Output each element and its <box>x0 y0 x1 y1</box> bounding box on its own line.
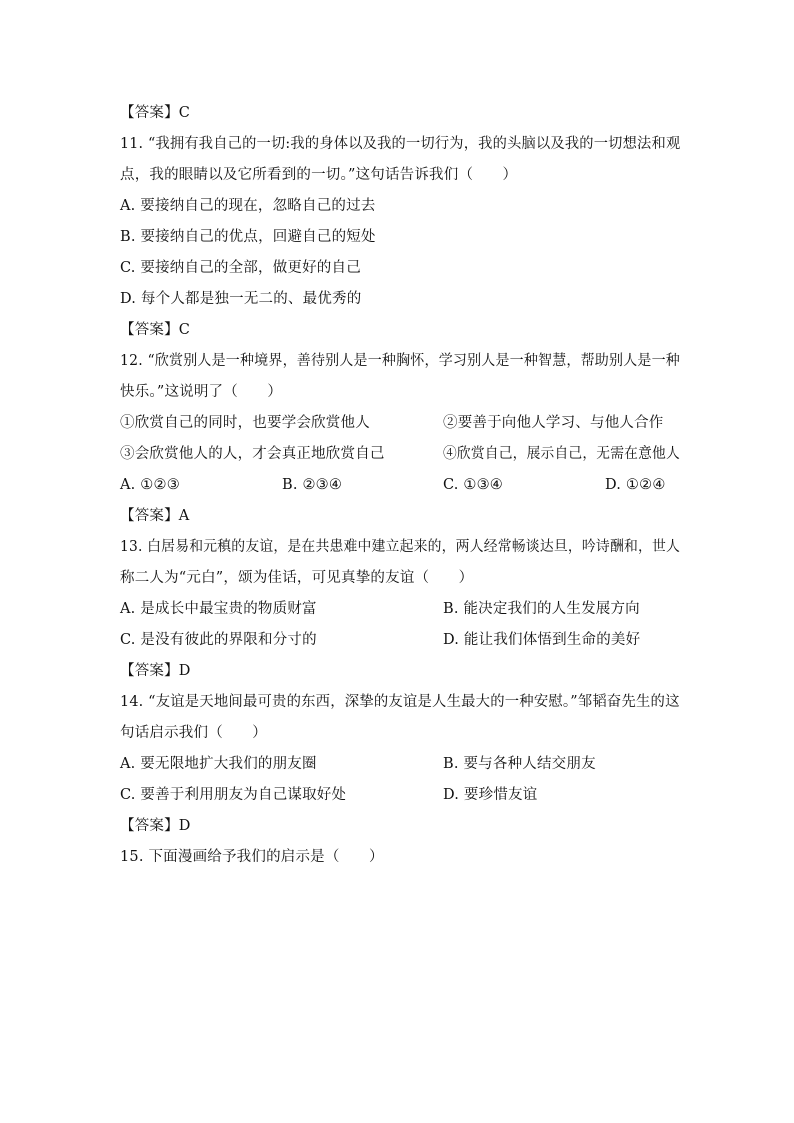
answer-13: 【答案】D <box>120 663 191 679</box>
question-14-option-c: C. 要善于利用朋友为自己谋取好处 <box>120 787 347 803</box>
document-page <box>120 0 680 1123</box>
question-14-stem-line2: 句话启示我们（ ） <box>120 725 267 741</box>
question-13-option-d: D. 能让我们体悟到生命的美好 <box>443 632 641 648</box>
answer-11: 【答案】C <box>120 322 191 338</box>
question-11-option-c: C. 要接纳自己的全部，做更好的自己 <box>120 260 361 276</box>
question-14-option-b: B. 要与各种人结交朋友 <box>443 756 596 772</box>
question-13-option-a: A. 是成长中最宝贵的物质财富 <box>120 601 317 617</box>
answer-14: 【答案】D <box>120 818 191 834</box>
question-11-stem-line1: 11. “我拥有我自己的一切:我的身体以及我的一切行为，我的头脑以及我的一切想法和观 <box>120 136 681 152</box>
question-13-option-c: C. 是没有彼此的界限和分寸的 <box>120 632 317 648</box>
question-11-stem-line2: 点，我的眼睛以及它所看到的一切。”这句话告诉我们（ ） <box>120 167 518 183</box>
question-12-option-d: D. ①②④ <box>605 477 666 493</box>
question-12-stem-line2: 快乐。”这说明了（ ） <box>120 384 283 400</box>
question-12-option-c: C. ①③④ <box>443 477 503 493</box>
answer-10: 【答案】C <box>120 105 191 121</box>
question-13-option-b: B. 能决定我们的人生发展方向 <box>443 601 640 617</box>
question-13-stem-line1: 13. 白居易和元稹的友谊，是在共患难中建立起来的，两人经常畅谈达旦，吟诗酬和，世人 <box>120 539 681 555</box>
question-11-option-b: B. 要接纳自己的优点，回避自己的短处 <box>120 229 376 245</box>
question-12-item-2: ②要善于向他人学习、与他人合作 <box>443 415 664 431</box>
question-14-option-d: D. 要珍惜友谊 <box>443 787 538 803</box>
question-14-stem-line1: 14. “友谊是天地间最可贵的东西，深挚的友谊是人生最大的一种安慰。”邹韬奋先生的这 <box>120 694 680 710</box>
question-11-option-d: D. 每个人都是独一无二的、最优秀的 <box>120 291 362 307</box>
question-12-item-4: ④欣赏自己，展示自己，无需在意他人 <box>443 446 680 462</box>
question-12-option-b: B. ②③④ <box>282 477 343 493</box>
question-13-stem-line2: 称二人为“元白”，颂为佳话，可见真挚的友谊（ ） <box>120 570 474 586</box>
question-12-option-a: A. ①②③ <box>120 477 180 493</box>
question-14-option-a: A. 要无限地扩大我们的朋友圈 <box>120 756 317 772</box>
question-12-item-1: ①欣赏自己的同时，也要学会欣赏他人 <box>120 415 370 431</box>
answer-12: 【答案】A <box>120 508 190 524</box>
question-15-stem: 15. 下面漫画给予我们的启示是（ ） <box>120 849 384 865</box>
question-12-stem-line1: 12. “欣赏别人是一种境界，善待别人是一种胸怀，学习别人是一种智慧，帮助别人是一种 <box>120 353 680 369</box>
question-11-option-a: A. 要接纳自己的现在，忽略自己的过去 <box>120 198 376 214</box>
question-12-item-3: ③会欣赏他人的人，才会真正地欣赏自己 <box>120 446 385 462</box>
